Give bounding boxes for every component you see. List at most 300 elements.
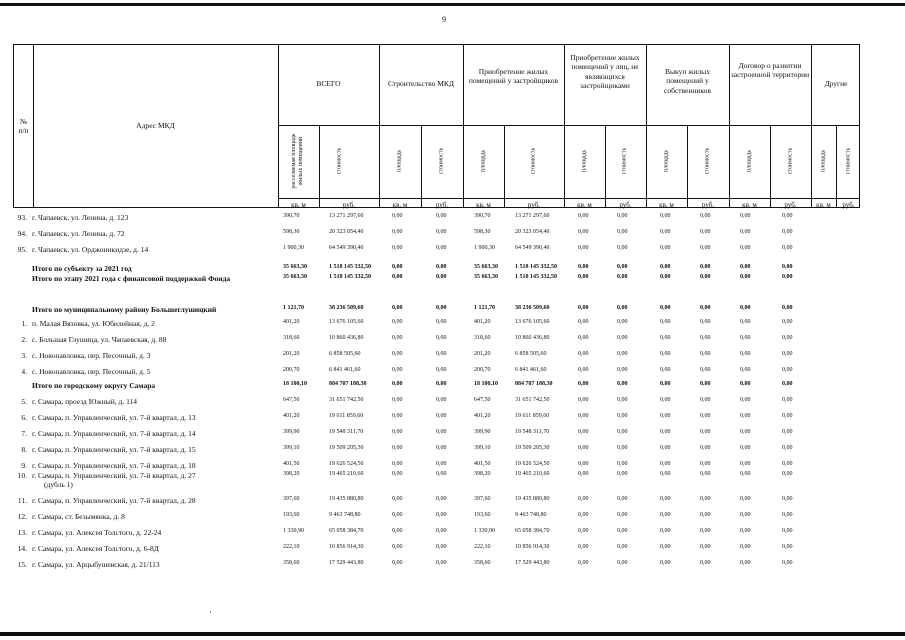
unit: кв. м — [742, 201, 757, 209]
row-value: 884 707 188,30 — [329, 381, 367, 387]
header-group-construction: Строительство МКД — [387, 79, 455, 88]
row-number: 9. — [21, 461, 27, 470]
row-value: 0,00 — [660, 319, 671, 325]
row-value: 0,00 — [782, 544, 793, 550]
row-value: 0,00 — [740, 274, 751, 280]
unit: руб. — [435, 201, 449, 209]
row-value: 31 651 742,50 — [329, 397, 364, 403]
row-value: 0,00 — [700, 213, 711, 219]
row-value: 1 518 145 332,50 — [515, 274, 557, 280]
row-value: 0,00 — [782, 528, 793, 534]
header-group-development: Договор о развитии застроенной территории — [730, 61, 810, 80]
row-value: 398,20 — [474, 471, 491, 477]
row-value: 10 860 436,80 — [329, 335, 364, 341]
row-value: 0,00 — [578, 351, 589, 357]
row-value: 9 463 748,80 — [515, 512, 547, 518]
row-value: 358,60 — [283, 560, 300, 566]
row-value: 6 841 461,60 — [515, 367, 547, 373]
unit: руб. — [784, 201, 797, 209]
row-value: 0,00 — [392, 445, 403, 451]
row-value: 17 529 443,80 — [329, 560, 364, 566]
row-value: 0,00 — [617, 245, 628, 251]
row-value: 0,00 — [782, 367, 793, 373]
row-value: 0,00 — [392, 544, 403, 550]
row-value: 9 463 748,80 — [329, 512, 361, 518]
row-value: 0,00 — [782, 381, 793, 387]
row-value: 0,00 — [436, 351, 447, 357]
table-header — [13, 44, 860, 208]
header-group-non-developers: Приобретение жилых помещений у лиц, не являющихся застройщиками — [570, 53, 640, 91]
row-value: 1 900,30 — [283, 245, 304, 251]
row-value: 0,00 — [782, 397, 793, 403]
unit: кв. м — [577, 201, 592, 209]
row-address: г. Самара, проезд Южный, д. 114 — [32, 397, 138, 406]
row-value: 0,00 — [578, 229, 589, 235]
row-value: 0,00 — [660, 544, 671, 550]
row-value: 0,00 — [782, 413, 793, 419]
row-value: 19 626 524,50 — [515, 461, 550, 467]
row-value: 401,50 — [474, 461, 491, 467]
row-value: 0,00 — [436, 461, 447, 467]
row-number: 3. — [21, 351, 27, 360]
row-value: 0,00 — [617, 264, 628, 270]
row-value: 399,90 — [283, 429, 300, 435]
row-value: 0,00 — [617, 319, 628, 325]
row-value: 399,10 — [283, 445, 300, 451]
row-value: 19 626 524,50 — [329, 461, 364, 467]
row-address: г. Чапаевск, ул. Ленина, д. 72 — [32, 229, 125, 238]
row-value: 0,00 — [578, 512, 589, 518]
row-value: 0,00 — [740, 512, 751, 518]
unit: руб. — [842, 201, 855, 209]
row-value: 35 663,30 — [283, 274, 307, 280]
row-value: 10 856 914,30 — [515, 544, 550, 550]
row-value: 0,00 — [782, 213, 793, 219]
row-value: 0,00 — [660, 445, 671, 451]
row-value: 19 548 311,70 — [329, 429, 364, 435]
row-value: 318,60 — [474, 335, 491, 341]
row-value: 401,20 — [474, 319, 491, 325]
row-value: 598,30 — [474, 229, 491, 235]
row-value: 397,60 — [474, 496, 491, 502]
row-value: 20 323 054,40 — [329, 229, 364, 235]
row-value: 19 509 205,30 — [515, 445, 550, 451]
row-value: 0,00 — [392, 245, 403, 251]
row-address: г. Самара, ул. Арцыбушевская, д. 21/113 — [32, 560, 160, 569]
row-value: 6 858 505,60 — [329, 351, 361, 357]
row-value: 0,00 — [392, 512, 403, 518]
row-value: 0,00 — [782, 496, 793, 502]
row-value: 0,00 — [660, 305, 671, 311]
row-value: 0,00 — [578, 264, 589, 270]
row-value: 0,00 — [392, 351, 403, 357]
row-address: г. Самара, ул. Алексея Толстого, д. 22-24 — [32, 528, 162, 537]
row-value: 65 058 384,70 — [515, 528, 550, 534]
row-value: 0,00 — [740, 528, 751, 534]
unit: кв. м — [659, 201, 674, 209]
unit: кв. м — [392, 201, 408, 209]
row-number: 10. — [17, 471, 27, 480]
row-value: 0,00 — [740, 445, 751, 451]
row-value: 0,00 — [578, 213, 589, 219]
row-value: 6 841 461,60 — [329, 367, 361, 373]
row-value: 201,20 — [283, 351, 300, 357]
row-value: 0,00 — [782, 229, 793, 235]
row-value: 0,00 — [578, 381, 589, 387]
row-value: 401,20 — [474, 413, 491, 419]
row-address-note: (дубль 1) — [44, 480, 73, 489]
row-value: 0,00 — [617, 305, 628, 311]
row-value: 1 900,30 — [474, 245, 495, 251]
row-value: 399,10 — [474, 445, 491, 451]
row-value: 0,00 — [700, 397, 711, 403]
row-value: 0,00 — [617, 496, 628, 502]
row-value: 0,00 — [392, 496, 403, 502]
row-value: 0,00 — [617, 397, 628, 403]
row-value: 0,00 — [392, 213, 403, 219]
row-value: 0,00 — [392, 305, 403, 311]
row-value: 0,00 — [436, 319, 447, 325]
row-value: 13 271 297,60 — [515, 213, 550, 219]
row-value: 0,00 — [578, 461, 589, 467]
row-value: 0,00 — [700, 305, 711, 311]
row-value: 0,00 — [740, 413, 751, 419]
unit: руб. — [527, 201, 541, 209]
row-value: 0,00 — [782, 461, 793, 467]
row-address: г. Самара, п. Управленческий, ул. 7-й квартал, д. 15 — [32, 445, 196, 454]
row-value: 6 858 505,60 — [515, 351, 547, 357]
row-value: 0,00 — [392, 471, 403, 477]
row-value: 0,00 — [700, 367, 711, 373]
page-number: 9 — [442, 15, 446, 24]
unit: кв. м — [476, 201, 491, 209]
row-value: 0,00 — [436, 335, 447, 341]
row-value: 0,00 — [740, 264, 751, 270]
row-value: 0,00 — [660, 245, 671, 251]
row-value: 0,00 — [436, 528, 447, 534]
unit: руб. — [342, 201, 356, 209]
row-value: 200,70 — [474, 367, 491, 373]
header-group-other: Другие — [824, 79, 848, 88]
row-value: 0,00 — [392, 264, 403, 270]
row-value: 0,00 — [782, 335, 793, 341]
row-value: 0,00 — [617, 274, 628, 280]
row-number: 7. — [21, 429, 27, 438]
row-value: 0,00 — [617, 351, 628, 357]
row-value: 64 549 390,40 — [329, 245, 364, 251]
row-value: 0,00 — [578, 471, 589, 477]
subcol-cost: стоимость — [621, 147, 628, 175]
row-value: 0,00 — [700, 274, 711, 280]
row-value: 10 856 914,30 — [329, 544, 364, 550]
row-value: 0,00 — [617, 560, 628, 566]
row-value: 0,00 — [740, 305, 751, 311]
row-value: 0,00 — [660, 560, 671, 566]
row-value: 13 271 297,60 — [329, 213, 364, 219]
header-group-total: ВСЕГО — [316, 79, 341, 88]
row-value: 0,00 — [392, 335, 403, 341]
row-value: 0,00 — [660, 274, 671, 280]
row-value: 0,00 — [392, 229, 403, 235]
row-value: 0,00 — [740, 397, 751, 403]
row-value: 0,00 — [392, 397, 403, 403]
row-value: 222,10 — [474, 544, 491, 550]
row-value: 0,00 — [660, 528, 671, 534]
row-value: 201,20 — [474, 351, 491, 357]
row-value: 0,00 — [392, 367, 403, 373]
header-address: Адрес МКД — [136, 121, 175, 130]
row-value: 318,60 — [283, 335, 300, 341]
row-value: 0,00 — [660, 471, 671, 477]
row-value: 0,00 — [617, 445, 628, 451]
row-value: 0,00 — [436, 274, 447, 280]
row-value: 398,20 — [283, 471, 300, 477]
row-value: 0,00 — [700, 245, 711, 251]
row-value: 19 465 210,60 — [515, 471, 550, 477]
row-value: 19 611 859,60 — [515, 413, 550, 419]
row-value: 358,60 — [474, 560, 491, 566]
row-value: 0,00 — [660, 512, 671, 518]
row-value: 401,20 — [283, 413, 300, 419]
row-value: 0,00 — [617, 461, 628, 467]
row-value: 0,00 — [700, 413, 711, 419]
row-value: 10 860 436,80 — [515, 335, 550, 341]
row-value: 0,00 — [782, 264, 793, 270]
row-number: 8. — [21, 445, 27, 454]
subcol-cost: стоимость — [704, 147, 711, 175]
row-value: 0,00 — [660, 351, 671, 357]
row-number: 94. — [17, 229, 27, 238]
row-value: 18 100,10 — [283, 381, 307, 387]
row-value: 0,00 — [660, 429, 671, 435]
row-number: 12. — [17, 512, 27, 521]
row-value: 1 518 145 332,50 — [515, 264, 557, 270]
row-value: 0,00 — [740, 245, 751, 251]
row-value: 0,00 — [740, 229, 751, 235]
row-address: г. Чапаевск, ул. Ленина, д. 123 — [32, 213, 129, 222]
row-value: 0,00 — [740, 319, 751, 325]
row-value: 0,00 — [660, 413, 671, 419]
row-value: 0,00 — [782, 351, 793, 357]
row-address: г. Самара, п. Управленческий, ул. 7-й квартал, д. 14 — [32, 429, 196, 438]
row-value: 193,60 — [283, 512, 300, 518]
row-value: 0,00 — [782, 245, 793, 251]
row-value: 0,00 — [782, 512, 793, 518]
row-value: 0,00 — [740, 461, 751, 467]
row-value: 390,70 — [283, 213, 300, 219]
row-address: г. Самара, ул. Алексея Толстого, д. 6-8Д — [32, 544, 159, 553]
row-value: 0,00 — [436, 445, 447, 451]
row-value: 0,00 — [700, 229, 711, 235]
row-value: 0,00 — [578, 245, 589, 251]
subcol-area-total: расселяемая площадь жилых помещений — [291, 133, 304, 189]
row-address: п. Малая Вязовка, ул. Юбилейная, д. 2 — [32, 319, 155, 328]
row-address: г. Самара, п. Управленческий, ул. 7-й квартал, д. 18 — [32, 461, 196, 470]
row-value: 0,00 — [436, 560, 447, 566]
row-value: 0,00 — [392, 319, 403, 325]
row-value: 0,00 — [740, 560, 751, 566]
row-value: 19 509 205,30 — [329, 445, 364, 451]
row-value: 20 323 054,40 — [515, 229, 550, 235]
row-address: г. Чапаевск, ул. Орджоникидзе, д. 14 — [32, 245, 149, 254]
row-value: 0,00 — [436, 245, 447, 251]
row-value: 0,00 — [617, 381, 628, 387]
row-value: 1 330,90 — [474, 528, 495, 534]
row-value: 0,00 — [578, 319, 589, 325]
row-value: 0,00 — [436, 413, 447, 419]
row-value: 0,00 — [700, 461, 711, 467]
row-value: 0,00 — [660, 213, 671, 219]
subcol-cost: стоимость — [530, 147, 537, 175]
row-value: 0,00 — [700, 319, 711, 325]
row-value: 0,00 — [782, 429, 793, 435]
row-value: 0,00 — [436, 496, 447, 502]
row-value: 65 058 384,70 — [329, 528, 364, 534]
row-value: 1 121,70 — [283, 305, 304, 311]
row-value: 19 435 880,80 — [515, 496, 550, 502]
row-value: 0,00 — [740, 496, 751, 502]
unit: кв. м — [816, 201, 831, 209]
row-value: 0,00 — [700, 381, 711, 387]
row-number: 5. — [21, 397, 27, 406]
row-value: 0,00 — [578, 560, 589, 566]
row-number: 93. — [17, 213, 27, 222]
row-value: 1 330,90 — [283, 528, 304, 534]
row-value: 0,00 — [700, 496, 711, 502]
row-address: с. Новопавловка, пер. Песочный, д. 3 — [32, 351, 151, 360]
row-number: 6. — [21, 413, 27, 422]
subcol-cost: стоимость — [787, 147, 794, 175]
row-value: 222,10 — [283, 544, 300, 550]
top-rule — [0, 3, 905, 6]
row-value: 0,00 — [740, 335, 751, 341]
subcol-cost: стоимость — [845, 147, 852, 175]
subcol-area: площадь — [820, 149, 827, 173]
row-value: 0,00 — [660, 367, 671, 373]
row-value: 38 236 509,60 — [329, 305, 364, 311]
subcol-cost-total: стоимость — [336, 147, 343, 175]
row-value: 0,00 — [578, 274, 589, 280]
row-value: 0,00 — [392, 429, 403, 435]
row-value: 0,00 — [578, 496, 589, 502]
row-address: Итого по этапу 2021 года с финансовой поддержкой Фонда — [32, 274, 231, 283]
row-value: 598,30 — [283, 229, 300, 235]
row-value: 0,00 — [578, 367, 589, 373]
row-value: 0,00 — [436, 305, 447, 311]
row-value: 19 611 859,60 — [329, 413, 364, 419]
row-value: 0,00 — [740, 213, 751, 219]
row-value: 0,00 — [617, 544, 628, 550]
row-value: 0,00 — [700, 429, 711, 435]
row-value: 0,00 — [436, 213, 447, 219]
row-value: 0,00 — [782, 445, 793, 451]
row-value: 0,00 — [660, 264, 671, 270]
row-value: 0,00 — [617, 429, 628, 435]
row-value: 0,00 — [617, 413, 628, 419]
header-group-developers: Приобретение жилых помещений у застройщиков — [468, 67, 559, 86]
row-value: 0,00 — [740, 367, 751, 373]
row-value: 0,00 — [436, 264, 447, 270]
row-value: 401,20 — [283, 319, 300, 325]
row-address: с. Новопавловка, пер. Песочный, д. 5 — [32, 367, 151, 376]
row-value: 0,00 — [700, 335, 711, 341]
row-address: Итого по муниципальному району Большеглушицкий — [32, 305, 217, 314]
row-value: 0,00 — [436, 381, 447, 387]
subcol-area: площадь — [396, 149, 403, 173]
bottom-rule — [0, 632, 905, 636]
row-value: 0,00 — [578, 397, 589, 403]
subcol-cost: стоимость — [438, 147, 445, 175]
row-value: 0,00 — [617, 367, 628, 373]
row-value: 1 518 145 332,50 — [329, 264, 371, 270]
row-value: 0,00 — [392, 461, 403, 467]
subcol-area: площадь — [663, 149, 670, 173]
row-value: 0,00 — [578, 413, 589, 419]
row-value: 0,00 — [436, 397, 447, 403]
row-address: г. Самара, п. Управленческий, ул. 7-й квартал, д. 13 — [32, 413, 196, 422]
row-value: 884 707 188,30 — [515, 381, 553, 387]
row-address: Итого по субъекту за 2021 год — [32, 264, 132, 273]
row-value: 0,00 — [436, 367, 447, 373]
row-value: 0,00 — [782, 274, 793, 280]
row-value: 0,00 — [782, 560, 793, 566]
row-value: 0,00 — [578, 305, 589, 311]
row-value: 0,00 — [700, 264, 711, 270]
row-value: 0,00 — [392, 528, 403, 534]
row-number: 95. — [17, 245, 27, 254]
row-value: 0,00 — [436, 512, 447, 518]
row-number: 11. — [17, 496, 27, 505]
row-value: 647,50 — [283, 397, 300, 403]
row-value: 0,00 — [617, 213, 628, 219]
row-value: 0,00 — [660, 496, 671, 502]
row-value: 0,00 — [782, 305, 793, 311]
unit: руб. — [701, 201, 715, 209]
row-value: 35 663,30 — [474, 264, 498, 270]
row-value: 13 676 105,60 — [515, 319, 550, 325]
row-number: 1. — [21, 319, 27, 328]
row-address: г. Самара, п. Управленческий, ул. 7-й квартал, д. 28 — [32, 496, 196, 505]
row-value: 0,00 — [578, 528, 589, 534]
row-value: 390,70 — [474, 213, 491, 219]
row-value: 0,00 — [392, 274, 403, 280]
row-value: 0,00 — [617, 335, 628, 341]
row-value: 0,00 — [392, 381, 403, 387]
row-value: 0,00 — [578, 335, 589, 341]
row-address: с. Большая Глушица, ул. Чапаевская, д. 88 — [32, 335, 167, 344]
row-value: 0,00 — [782, 319, 793, 325]
row-value: 0,00 — [660, 335, 671, 341]
row-value: 1 121,70 — [474, 305, 495, 311]
row-value: 0,00 — [700, 512, 711, 518]
row-value: 64 549 390,40 — [515, 245, 550, 251]
row-value: 0,00 — [740, 429, 751, 435]
row-value: 0,00 — [700, 445, 711, 451]
header-num: № п/п — [18, 117, 29, 136]
row-value: 0,00 — [740, 471, 751, 477]
row-value: 0,00 — [700, 560, 711, 566]
row-value: 17 529 443,80 — [515, 560, 550, 566]
row-value: 38 236 509,60 — [515, 305, 550, 311]
row-value: 0,00 — [617, 471, 628, 477]
row-value: 0,00 — [436, 229, 447, 235]
row-value: 18 100,10 — [474, 381, 498, 387]
row-value: 0,00 — [700, 351, 711, 357]
subcol-area: площадь — [581, 149, 588, 173]
row-value: 647,50 — [474, 397, 491, 403]
row-value: 0,00 — [660, 381, 671, 387]
subcol-area: площадь — [480, 149, 487, 173]
